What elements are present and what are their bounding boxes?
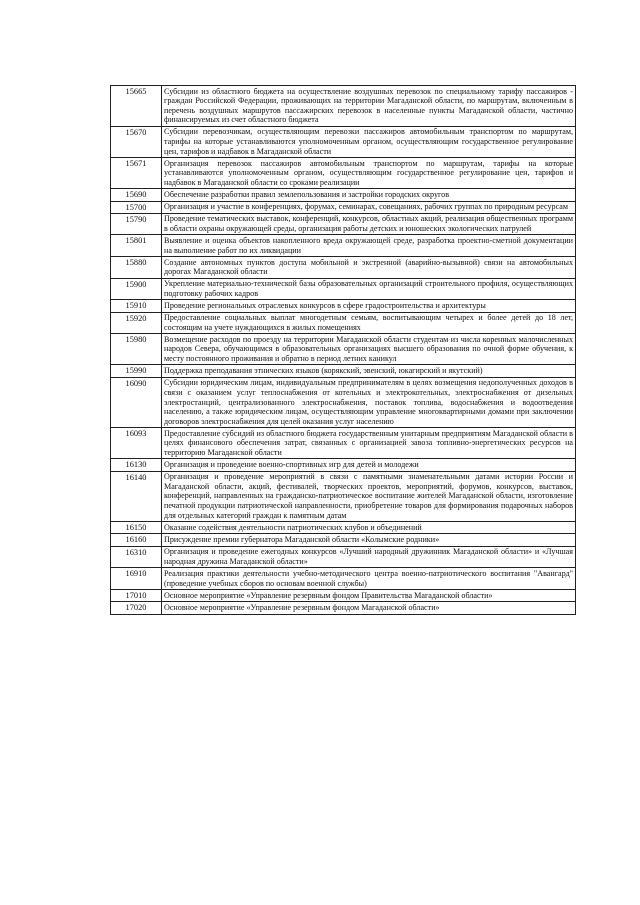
row-code: 15671 [111, 157, 162, 188]
row-code: 16910 [111, 568, 162, 590]
row-description: Реализация практики деятельности учебно-методического центра военно-патриотического воспитания "Авангард" (проведение учебных сборов по основам военной службы) [162, 568, 576, 590]
table-row [111, 428, 576, 459]
row-code: 15790 [111, 213, 162, 235]
table-row [111, 589, 576, 601]
row-code: 16160 [111, 534, 162, 546]
table-row [111, 312, 576, 334]
row-code: 15665 [111, 86, 162, 127]
row-description: Создание автономных пунктов доступа мобильной и экстренной (аварийно-вызывной) связи на автомобильных дорогах Магаданской области [162, 257, 576, 279]
table-row [111, 534, 576, 546]
row-description: Организация и проведение мероприятий в связи с памятными знаменательными датами истории России и Магаданской области, акций, фестивалей, творческих проектов, мероприятий, форумов, конкурсов, выставок, конференций, направленных на гражданско-патриотическое воспитание жителей Магаданской области, изготовление печатной продукции патриотической направленности, приобретение товаров для формирования подарочных наборов для отдельных категорий граждан к памятным датам [162, 471, 576, 521]
row-description: Укрепление материально-технической базы образовательных организаций строительного профиля, осуществляющих подготовку рабочих кадров [162, 278, 576, 300]
table-row [111, 189, 576, 201]
table-row [111, 568, 576, 590]
row-code: 16090 [111, 377, 162, 427]
row-code: 16140 [111, 471, 162, 521]
row-code: 15690 [111, 189, 162, 201]
row-code: 15880 [111, 257, 162, 279]
table-row [111, 201, 576, 213]
row-description: Субсидии из областного бюджета на осуществление воздушных перевозок по специальному тарифу пассажиров - граждан Российской Федерации, проживающих на территории Магаданской области, по маршрутам, включенным в перечень воздушных маршрутов пассажирских перевозок в населенные пункты Магаданской области, частично финансируемых из счет областного бюджета [162, 86, 576, 127]
row-code: 15980 [111, 334, 162, 365]
row-description: Предоставление социальных выплат многодетным семьям, воспитывающим четырех и более детей до 18 лет, состоящим на учете нуждающихся в жилых помещениях [162, 312, 576, 334]
table-row [111, 365, 576, 377]
table-row [111, 213, 576, 235]
table-row [111, 471, 576, 521]
table-row [111, 546, 576, 568]
row-code: 17010 [111, 589, 162, 601]
table-row [111, 377, 576, 427]
row-code: 16093 [111, 428, 162, 459]
row-description: Организация и участие в конференциях, форумах, семинарах, совещаниях, рабочих группах по природным ресурсам [162, 201, 576, 213]
row-code: 15700 [111, 201, 162, 213]
row-code: 15920 [111, 312, 162, 334]
budget-codes-table [110, 85, 576, 615]
table-row [111, 602, 576, 614]
row-code: 15910 [111, 300, 162, 312]
row-description: Организация перевозок пассажиров автомобильным транспортом по маршрутам, тарифы на которые устанавливаются уполномоченным органом, осуществляющим государственное регулирование цен, тарифов и надбавок в Магаданской области со сроками реализации [162, 157, 576, 188]
row-description: Организация и проведение ежегодных конкурсов «Лучший народный дружинник Магаданской области» и «Лучшая народная дружина Магаданской области» [162, 546, 576, 568]
row-code: 15801 [111, 235, 162, 257]
row-description: Присуждение премии губернатора Магаданской области «Колымские родники» [162, 534, 576, 546]
row-code: 17020 [111, 602, 162, 614]
table-row [111, 235, 576, 257]
row-description: Проведение тематических выставок, конференций, конкурсов, областных акций, реализация общественных программ в области охраны окружающей среды, организация работы детских и юношеских экологических патрулей [162, 213, 576, 235]
table-row [111, 86, 576, 127]
row-description: Субсидии юридическим лицам, индивидуальным предпринимателям в целях возмещения недополученных доходов в связи с оказанием услуг теплоснабжения от котельных и электрокотельных, электроснабжения от дизельных электростанций, централизованного электроснабжения, поставок топлива, водоснабжения и водоотведения населению, а также юридическим лицам, осуществляющим управление многоквартирными домами при заключении договоров электроснабжения для целей оказания услуг населению [162, 377, 576, 427]
row-description: Поддержка преподавания этнических языков (корякский, эвенский, юкагирский и якутский) [162, 365, 576, 377]
row-code: 16310 [111, 546, 162, 568]
row-description: Проведение региональных отраслевых конкурсов в сфере градостроительства и архитектуры [162, 300, 576, 312]
row-description: Обеспечение разработки правил землепользования и застройки городских округов [162, 189, 576, 201]
row-description: Выявление и оценка объектов накопленного вреда окружающей среде, разработка проектно-сметной документации на выполнение работ по их ликвидации [162, 235, 576, 257]
row-code: 15990 [111, 365, 162, 377]
row-description: Основное мероприятие «Управление резервным фондом Правительства Магаданской области» [162, 589, 576, 601]
row-code: 15670 [111, 126, 162, 157]
table-row [111, 126, 576, 157]
row-code: 15900 [111, 278, 162, 300]
table-row [111, 278, 576, 300]
budget-codes-table-body [111, 86, 576, 615]
row-code: 16130 [111, 459, 162, 471]
table-row [111, 334, 576, 365]
row-description: Организация и проведение военно-спортивных игр для детей и молодежи [162, 459, 576, 471]
table-row [111, 300, 576, 312]
row-description: Возмещение расходов по проезду на территории Магаданской области студентам из числа коренных малочисленных народов Севера, обучающимся в образовательных организациях высшего образования по очной форме обучения, к месту постоянного проживания и обратно в период летних каникул [162, 334, 576, 365]
row-description: Предоставление субсидий из областного бюджета государственным унитарным предприятиям Магаданской области в целях финансового обеспечения затрат, связанных с организацией завоза топливно-энергетических ресурсов на территорию Магаданской области [162, 428, 576, 459]
table-row [111, 459, 576, 471]
table-row [111, 157, 576, 188]
row-code: 16150 [111, 522, 162, 534]
table-row [111, 522, 576, 534]
row-description: Оказание содействия деятельности патриотических клубов и объединений [162, 522, 576, 534]
table-row [111, 257, 576, 279]
row-description: Субсидии перевозчикам, осуществляющим перевозки пассажиров автомобильным транспортом по маршрутам, тарифы на которые устанавливаются уполномоченным органом, осуществляющим государственное регулирование цен, тарифов и надбавок в Магаданской области [162, 126, 576, 157]
document-page [110, 85, 576, 615]
row-description: Основное мероприятие «Управление резервным фондом Магаданской области» [162, 602, 576, 614]
